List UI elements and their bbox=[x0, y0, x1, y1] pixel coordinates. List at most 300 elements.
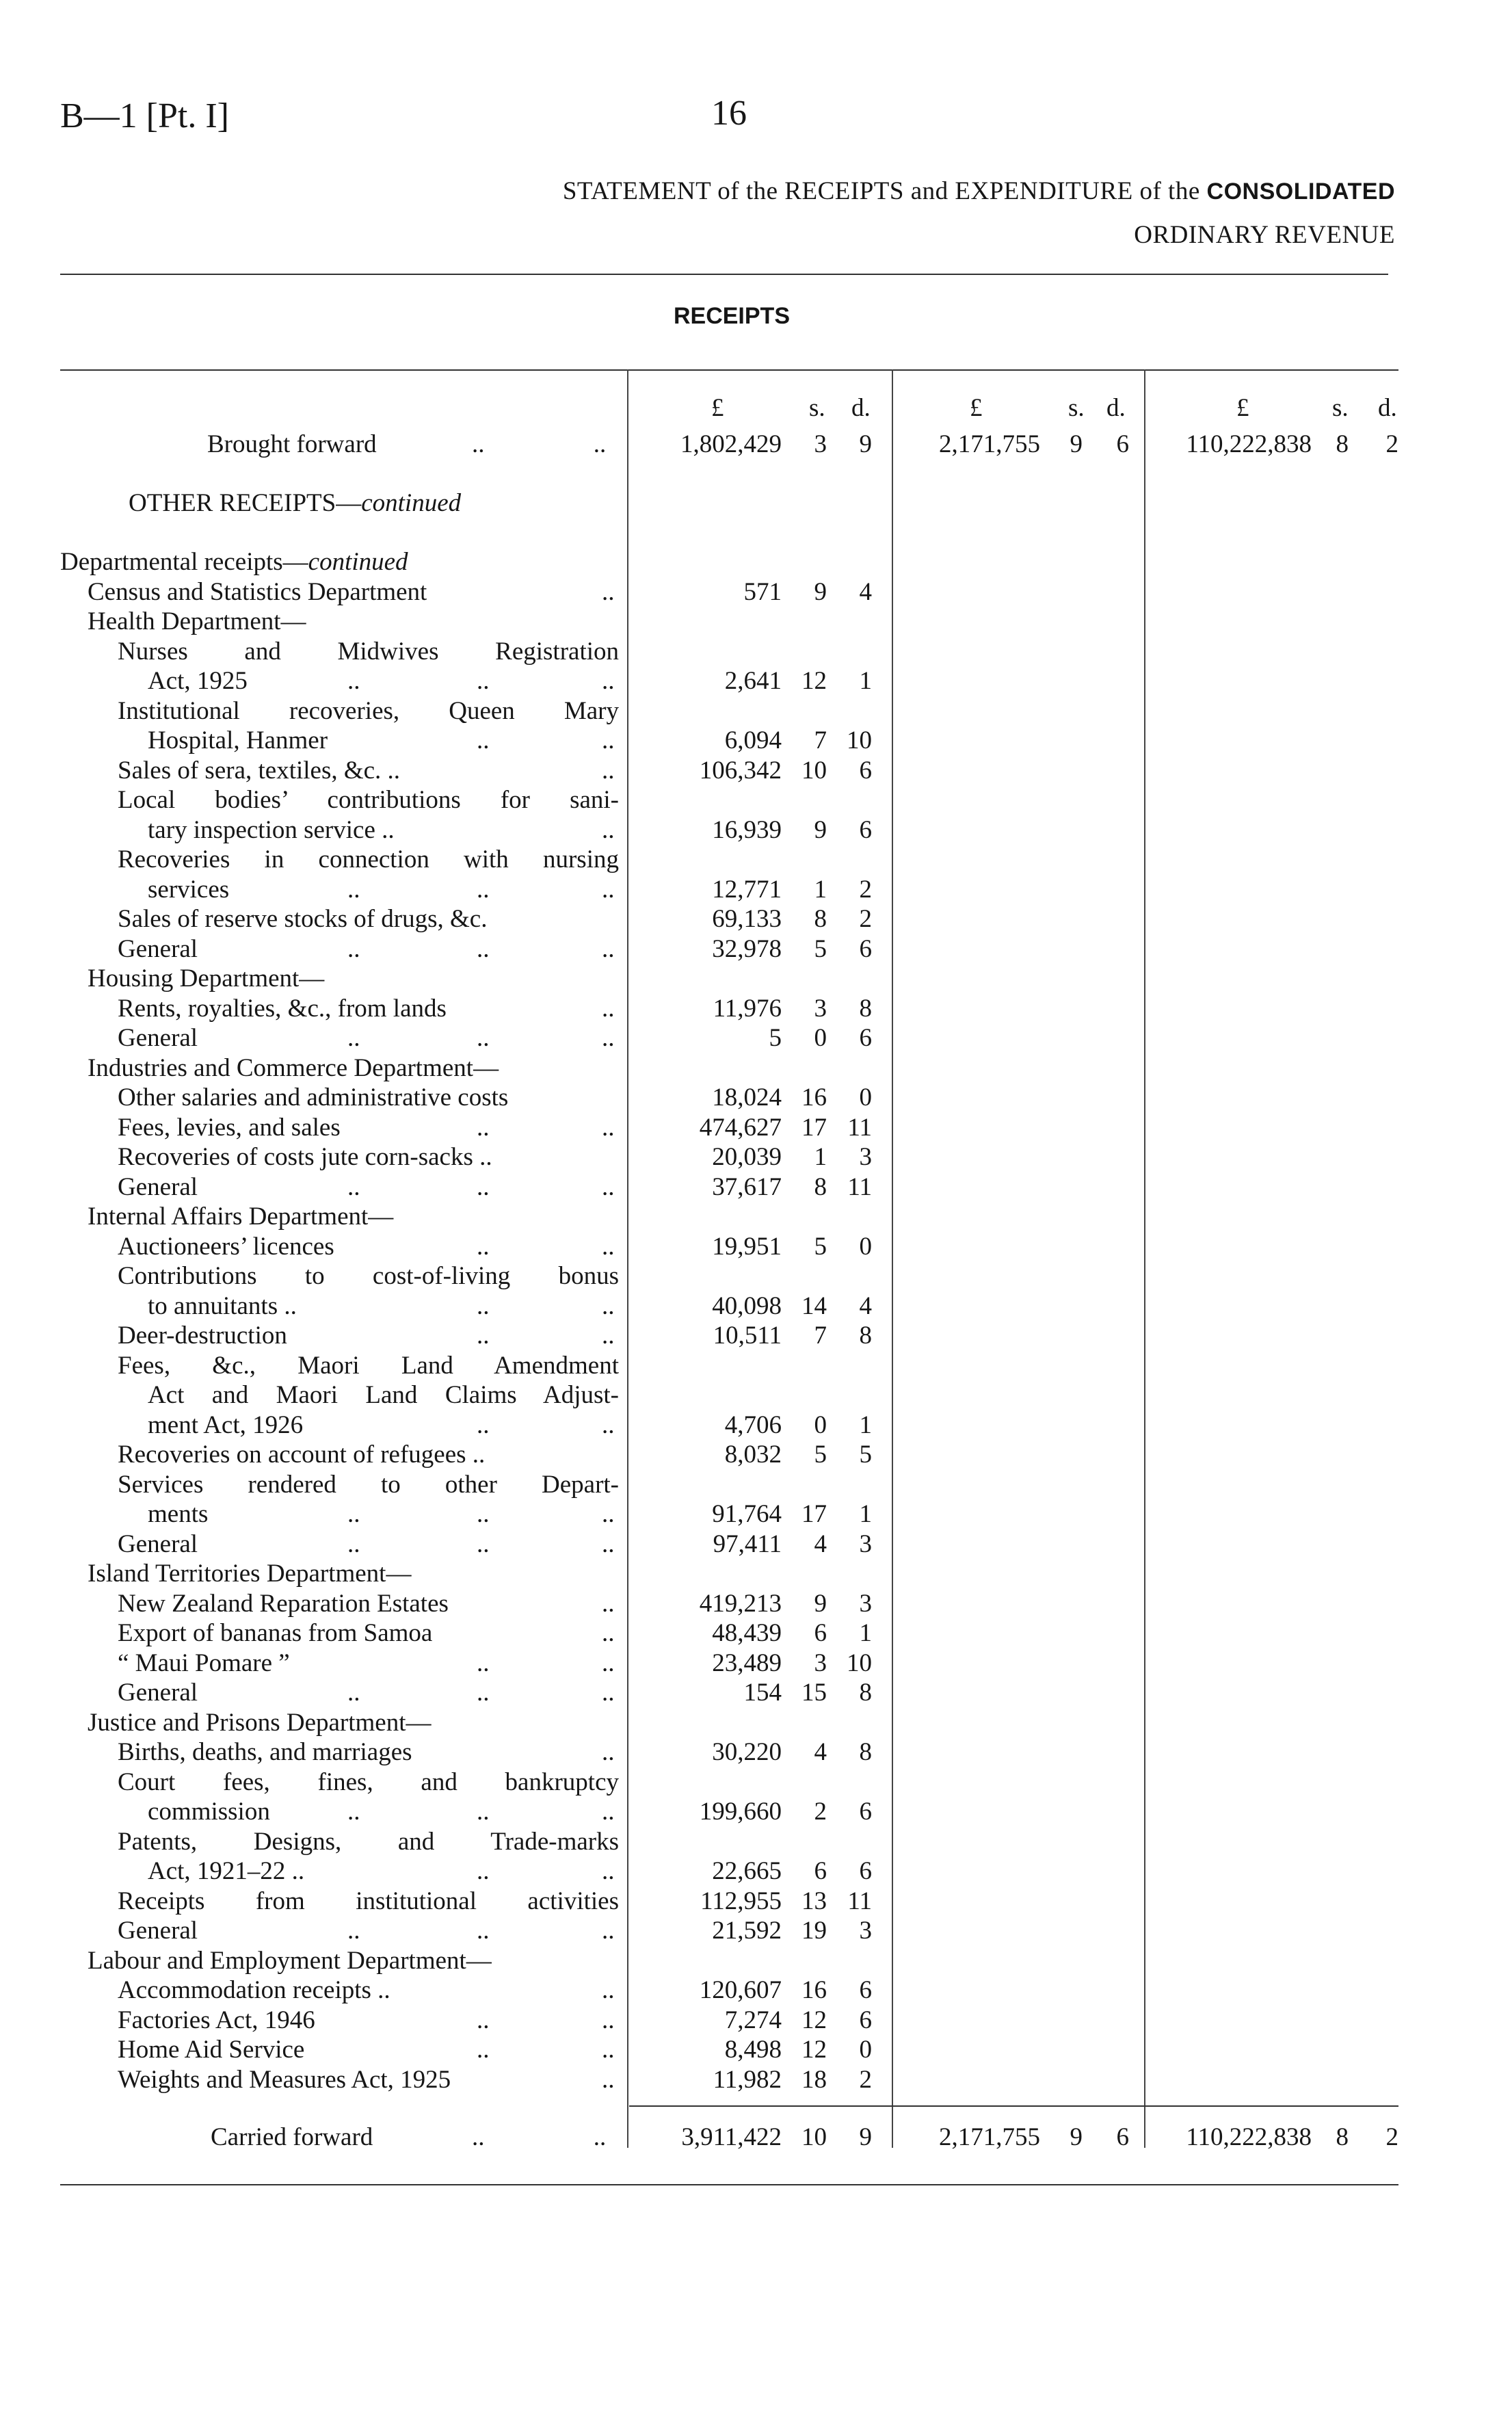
amount-pence: 9 bbox=[859, 430, 872, 458]
other-receipts-label: OTHER RECEIPTS— bbox=[129, 489, 362, 517]
amount-shillings: 17 bbox=[801, 1113, 827, 1142]
leader-dots: .. bbox=[477, 1232, 490, 1261]
amount-pounds: 40,098 bbox=[712, 1291, 782, 1320]
amount-shillings: 5 bbox=[814, 1441, 827, 1469]
row-label bbox=[118, 934, 198, 964]
page-number: 16 bbox=[711, 94, 747, 133]
amount-pounds: 69,133 bbox=[712, 905, 782, 933]
row-label-text: Act, 1921–22 .. bbox=[148, 1857, 305, 1885]
amount-pounds: 112,955 bbox=[700, 1887, 782, 1915]
row-label bbox=[118, 1678, 198, 1708]
amount-pounds: 12,771 bbox=[712, 875, 782, 904]
leader-dots: .. bbox=[477, 1322, 490, 1350]
amount-pence: 2 bbox=[859, 2065, 872, 2094]
amount-pounds: 4,706 bbox=[724, 1410, 782, 1439]
amount-shillings: 7 bbox=[814, 1322, 827, 1350]
leader-dots: .. bbox=[602, 1113, 615, 1142]
row-label-text: to annuitants .. bbox=[148, 1291, 297, 1320]
column-divider bbox=[1144, 369, 1145, 2148]
amount-shillings: 18 bbox=[801, 2065, 827, 2094]
amount-shillings: 4 bbox=[814, 1738, 827, 1766]
row-label bbox=[148, 1856, 304, 1887]
amount-pounds: 419,213 bbox=[699, 1589, 782, 1618]
leader-dots: .. bbox=[477, 1648, 490, 1677]
row-label-text: Rents, royalties, &c., from lands bbox=[118, 994, 447, 1023]
amount-pounds: 16,939 bbox=[712, 815, 782, 844]
row-label-text: Factories Act, 1946 bbox=[118, 2006, 315, 2034]
amount-shillings: 16 bbox=[801, 1976, 827, 2004]
other-receipts-heading bbox=[129, 488, 461, 518]
subtotal-rule bbox=[629, 2105, 1398, 2107]
leader-dots: .. bbox=[602, 1024, 615, 1052]
col1-pence-header: d. bbox=[851, 394, 871, 422]
amount-pence: 1 bbox=[859, 1500, 872, 1528]
amount-shillings: 10 bbox=[801, 2123, 827, 2151]
row-label bbox=[118, 1172, 198, 1203]
table-top-rule bbox=[60, 369, 1398, 371]
leader-dots: .. bbox=[477, 875, 490, 904]
row-label bbox=[118, 2035, 304, 2065]
leader-dots: .. bbox=[602, 1322, 615, 1350]
leader-dots: .. bbox=[477, 667, 490, 695]
amount-shillings: 9 bbox=[1070, 2123, 1083, 2151]
row-label-text: ment Act, 1926 bbox=[148, 1410, 304, 1439]
leader-dots: .. bbox=[477, 1113, 490, 1142]
row-label bbox=[118, 1827, 619, 1857]
row-label bbox=[118, 994, 447, 1024]
row-label-text: Local bodies’ contributions for sani- bbox=[118, 786, 619, 814]
amount-pence: 4 bbox=[859, 1291, 872, 1320]
amount-pounds: 110,222,838 bbox=[1186, 430, 1312, 458]
amount-pence: 11 bbox=[847, 1172, 872, 1201]
column-divider bbox=[627, 369, 628, 2148]
leader-dots: .. bbox=[602, 1291, 615, 1320]
leader-dots: .. bbox=[477, 1024, 490, 1052]
row-label bbox=[148, 815, 395, 845]
leader-dots: .. bbox=[477, 1679, 490, 1707]
row-label-text: Weights and Measures Act, 1925 bbox=[118, 2065, 451, 2094]
row-label bbox=[118, 1023, 198, 1053]
amount-pence: 10 bbox=[847, 726, 872, 754]
row-label bbox=[118, 1767, 619, 1798]
row-label bbox=[148, 1291, 297, 1322]
amount-pence: 2 bbox=[1385, 430, 1398, 458]
col2-pence-header: d. bbox=[1106, 394, 1126, 422]
amount-pounds: 2,171,755 bbox=[939, 430, 1040, 458]
row-label bbox=[118, 1261, 619, 1291]
row-label-text: General bbox=[118, 1917, 198, 1945]
row-label bbox=[88, 1708, 432, 1738]
amount-pounds: 8,498 bbox=[724, 2036, 782, 2064]
row-label-text: Fees, levies, and sales bbox=[118, 1113, 341, 1142]
row-label bbox=[148, 1797, 270, 1827]
row-label-text: “ Maui Pomare ” bbox=[118, 1648, 290, 1677]
leader-dots: .. bbox=[602, 1648, 615, 1677]
leader-dots: .. bbox=[347, 1172, 360, 1201]
amount-pounds: 11,982 bbox=[713, 2065, 782, 2094]
amount-pounds: 32,978 bbox=[712, 934, 782, 963]
row-label bbox=[148, 726, 328, 756]
amount-shillings: 1 bbox=[814, 875, 827, 904]
row-label bbox=[88, 1053, 499, 1083]
amount-shillings: 12 bbox=[801, 2006, 827, 2034]
amount-pence: 0 bbox=[859, 1083, 872, 1112]
leader-dots: .. bbox=[602, 577, 615, 606]
leader-dots: .. bbox=[477, 1172, 490, 1201]
amount-pence: 8 bbox=[859, 994, 872, 1023]
leader-dots: .. bbox=[347, 1024, 360, 1052]
row-label-text: Internal Affairs Department— bbox=[88, 1203, 394, 1231]
leader-dots: .. bbox=[602, 2006, 615, 2034]
leader-dots: .. bbox=[477, 1500, 490, 1528]
row-label-text: services bbox=[148, 875, 230, 904]
amount-shillings: 13 bbox=[801, 1887, 827, 1915]
row-label bbox=[88, 1202, 393, 1232]
amount-pounds: 11,976 bbox=[713, 994, 782, 1023]
row-label bbox=[118, 637, 619, 667]
amount-shillings: 6 bbox=[814, 1619, 827, 1647]
row-label-text: Industries and Commerce Department— bbox=[88, 1053, 499, 1082]
row-label-italic: continued bbox=[308, 548, 408, 576]
amount-pounds: 20,039 bbox=[712, 1143, 782, 1171]
amount-pence: 11 bbox=[847, 1887, 872, 1915]
amount-pence: 3 bbox=[859, 1589, 872, 1618]
amount-pence: 1 bbox=[859, 1619, 872, 1647]
leader-dots: .. bbox=[602, 1589, 615, 1618]
row-label bbox=[148, 1410, 303, 1441]
leader-dots: .. bbox=[477, 1529, 490, 1558]
leader-dots: .. .. bbox=[472, 2123, 607, 2151]
row-label bbox=[118, 756, 400, 786]
row-label bbox=[118, 845, 619, 875]
amount-pence: 6 bbox=[859, 756, 872, 785]
amount-shillings: 8 bbox=[1336, 430, 1349, 458]
row-label bbox=[118, 1737, 412, 1767]
row-label-text: Home Aid Service bbox=[118, 2036, 305, 2064]
amount-pounds: 6,094 bbox=[724, 726, 782, 754]
amount-pounds: 10,511 bbox=[713, 1322, 782, 1350]
row-label-text: Institutional recoveries, Queen Mary bbox=[118, 696, 619, 725]
amount-shillings: 10 bbox=[801, 756, 827, 785]
amount-pence: 6 bbox=[859, 934, 872, 963]
leader-dots: .. bbox=[477, 2036, 490, 2064]
row-label bbox=[118, 785, 619, 815]
row-label bbox=[118, 1975, 390, 2006]
row-label bbox=[118, 1440, 485, 1470]
amount-pounds: 110,222,838 bbox=[1186, 2123, 1312, 2151]
row-label-text: Island Territories Department— bbox=[88, 1560, 412, 1588]
row-label bbox=[118, 1470, 619, 1500]
leader-dots: .. bbox=[602, 1798, 615, 1826]
amount-pounds: 97,411 bbox=[713, 1529, 782, 1558]
amount-pounds: 37,617 bbox=[712, 1172, 782, 1201]
section-heading: RECEIPTS bbox=[673, 303, 791, 329]
amount-pence: 9 bbox=[859, 2123, 872, 2151]
amount-pounds: 18,024 bbox=[712, 1083, 782, 1112]
amount-pence: 6 bbox=[859, 2006, 872, 2034]
leader-dots: .. bbox=[602, 667, 615, 695]
amount-shillings: 6 bbox=[814, 1857, 827, 1885]
amount-pounds: 5 bbox=[769, 1024, 782, 1052]
leader-dots: .. bbox=[602, 1500, 615, 1528]
leader-dots: .. bbox=[347, 1529, 360, 1558]
leader-dots: .. bbox=[477, 1917, 490, 1945]
row-label-text: General bbox=[118, 1172, 198, 1201]
brought-forward-label: Brought forward bbox=[207, 430, 377, 458]
amount-pence: 6 bbox=[859, 1976, 872, 2004]
leader-dots: .. bbox=[602, 815, 615, 844]
leader-dots: .. bbox=[602, 1917, 615, 1945]
leader-dots: .. bbox=[602, 2036, 615, 2064]
row-label bbox=[118, 1529, 198, 1560]
amount-pence: 10 bbox=[847, 1648, 872, 1677]
column-divider bbox=[892, 369, 893, 2148]
row-label-text: General bbox=[118, 934, 198, 963]
row-label-text: Housing Department— bbox=[88, 964, 325, 993]
amount-shillings: 3 bbox=[814, 430, 827, 458]
leader-dots: .. bbox=[477, 934, 490, 963]
row-label-text: Labour and Employment Department— bbox=[88, 1946, 492, 1975]
divider bbox=[60, 274, 1388, 275]
amount-pounds: 22,665 bbox=[712, 1857, 782, 1885]
row-label-text: Act and Maori Land Claims Adjust- bbox=[148, 1381, 619, 1409]
amount-pence: 6 bbox=[1116, 2123, 1129, 2151]
row-label bbox=[118, 1083, 508, 1113]
amount-shillings: 7 bbox=[814, 726, 827, 754]
amount-pounds: 2,171,755 bbox=[939, 2123, 1040, 2151]
row-label-text: Justice and Prisons Department— bbox=[88, 1708, 432, 1737]
leader-dots: .. bbox=[347, 934, 360, 963]
row-label-text: Deer-destruction bbox=[118, 1322, 287, 1350]
leader-dots: .. bbox=[477, 1798, 490, 1826]
amount-pence: 11 bbox=[847, 1113, 872, 1142]
amount-shillings: 2 bbox=[814, 1798, 827, 1826]
leader-dots: .. bbox=[477, 2006, 490, 2034]
row-label bbox=[88, 1559, 411, 1589]
statement-title-line2: ORDINARY REVENUE bbox=[1134, 221, 1395, 249]
row-label-text: Departmental receipts— bbox=[60, 548, 308, 576]
leader-dots: .. bbox=[477, 1410, 490, 1439]
row-label-text: commission bbox=[148, 1798, 270, 1826]
amount-pence: 6 bbox=[859, 1024, 872, 1052]
row-label bbox=[118, 1321, 287, 1351]
amount-pence: 6 bbox=[859, 815, 872, 844]
col3-pound-header: £ bbox=[1236, 394, 1249, 422]
leader-dots: .. bbox=[602, 1529, 615, 1558]
leader-dots: .. bbox=[602, 1172, 615, 1201]
amount-pence: 6 bbox=[859, 1857, 872, 1885]
amount-shillings: 15 bbox=[801, 1679, 827, 1707]
other-receipts-continued: continued bbox=[361, 489, 462, 517]
amount-shillings: 0 bbox=[814, 1024, 827, 1052]
col1-pound-header: £ bbox=[711, 394, 724, 422]
row-label-text: General bbox=[118, 1024, 198, 1052]
row-label bbox=[118, 1648, 290, 1679]
leader-dots: .. .. bbox=[472, 430, 607, 458]
amount-pounds: 3,911,422 bbox=[681, 2123, 782, 2151]
amount-pounds: 23,489 bbox=[712, 1648, 782, 1677]
amount-shillings: 3 bbox=[814, 994, 827, 1023]
amount-pence: 8 bbox=[859, 1738, 872, 1766]
amount-pounds: 474,627 bbox=[699, 1113, 782, 1142]
col3-pence-header: d. bbox=[1378, 394, 1397, 422]
amount-shillings: 0 bbox=[814, 1410, 827, 1439]
row-label-text: Act, 1925 bbox=[148, 667, 248, 695]
col2-pound-header: £ bbox=[970, 394, 983, 422]
amount-shillings: 12 bbox=[801, 667, 827, 695]
leader-dots: .. bbox=[602, 1410, 615, 1439]
amount-pence: 2 bbox=[859, 905, 872, 933]
row-label bbox=[118, 2006, 315, 2036]
row-label bbox=[118, 1232, 334, 1262]
amount-pounds: 21,592 bbox=[712, 1917, 782, 1945]
leader-dots: .. bbox=[347, 875, 360, 904]
row-label-text: Sales of sera, textiles, &c. .. bbox=[118, 756, 401, 785]
row-label bbox=[118, 1887, 619, 1917]
row-label bbox=[148, 875, 229, 905]
amount-shillings: 4 bbox=[814, 1529, 827, 1558]
row-label-text: Export of bananas from Samoa bbox=[118, 1619, 433, 1647]
leader-dots: .. bbox=[602, 1738, 615, 1766]
row-label bbox=[148, 1499, 208, 1529]
row-label bbox=[118, 1916, 198, 1946]
row-label bbox=[118, 696, 619, 726]
leader-dots: .. bbox=[602, 934, 615, 963]
amount-pence: 1 bbox=[859, 1410, 872, 1439]
title-bold: CONSOLIDATED bbox=[1206, 179, 1395, 205]
amount-shillings: 19 bbox=[801, 1917, 827, 1945]
amount-pence: 2 bbox=[859, 875, 872, 904]
amount-pounds: 2,641 bbox=[724, 667, 782, 695]
amount-shillings: 5 bbox=[814, 1232, 827, 1261]
amount-pence: 4 bbox=[859, 577, 872, 606]
leader-dots: .. bbox=[347, 1917, 360, 1945]
row-label-text: Court fees, fines, and bankruptcy bbox=[118, 1767, 619, 1796]
amount-pence: 2 bbox=[1385, 2123, 1398, 2151]
leader-dots: .. bbox=[602, 994, 615, 1023]
row-label bbox=[88, 607, 306, 637]
amount-shillings: 5 bbox=[814, 934, 827, 963]
amount-pence: 8 bbox=[859, 1322, 872, 1350]
row-label bbox=[148, 1380, 619, 1410]
col1-shilling-header: s. bbox=[809, 394, 825, 422]
amount-pence: 3 bbox=[859, 1143, 872, 1171]
amount-pence: 6 bbox=[1116, 430, 1129, 458]
row-label-text: Auctioneers’ licences bbox=[118, 1232, 334, 1261]
leader-dots: .. bbox=[602, 1619, 615, 1647]
amount-shillings: 16 bbox=[801, 1083, 827, 1112]
row-label-text: Health Department— bbox=[88, 607, 306, 635]
leader-dots: .. bbox=[602, 2065, 615, 2094]
amount-pounds: 91,764 bbox=[712, 1500, 782, 1528]
amount-shillings: 9 bbox=[814, 815, 827, 844]
amount-pounds: 120,607 bbox=[699, 1976, 782, 2004]
amount-shillings: 8 bbox=[814, 905, 827, 933]
row-label-text: Births, deaths, and marriages bbox=[118, 1738, 412, 1766]
amount-pounds: 7,274 bbox=[724, 2006, 782, 2034]
row-label-text: New Zealand Reparation Estates bbox=[118, 1589, 449, 1618]
amount-shillings: 1 bbox=[814, 1143, 827, 1171]
table-bottom-rule bbox=[60, 2184, 1398, 2185]
amount-pence: 6 bbox=[859, 1798, 872, 1826]
row-label bbox=[118, 904, 487, 934]
row-label-text: Recoveries in connection with nursing bbox=[118, 845, 619, 873]
amount-pounds: 1,802,429 bbox=[680, 430, 782, 458]
leader-dots: .. bbox=[347, 667, 360, 695]
title-prefix: STATEMENT of the RECEIPTS and EXPENDITURE of the bbox=[562, 177, 1200, 205]
amount-pence: 1 bbox=[859, 667, 872, 695]
leader-dots: .. bbox=[602, 1976, 615, 2004]
leader-dots: .. bbox=[477, 1291, 490, 1320]
row-label bbox=[88, 964, 324, 994]
leader-dots: .. bbox=[602, 756, 615, 785]
row-label bbox=[88, 577, 427, 607]
amount-pence: 5 bbox=[859, 1441, 872, 1469]
col3-shilling-header: s. bbox=[1332, 394, 1349, 422]
leader-dots: .. bbox=[347, 1679, 360, 1707]
amount-pounds: 8,032 bbox=[724, 1441, 782, 1469]
amount-shillings: 8 bbox=[1336, 2123, 1349, 2151]
statement-title bbox=[563, 176, 1395, 207]
row-label bbox=[118, 1618, 432, 1648]
amount-shillings: 9 bbox=[814, 1589, 827, 1618]
amount-pounds: 571 bbox=[743, 577, 782, 606]
leader-dots: .. bbox=[602, 726, 615, 754]
row-label bbox=[118, 1113, 341, 1143]
leader-dots: .. bbox=[602, 1679, 615, 1707]
leader-dots: .. bbox=[602, 1232, 615, 1261]
row-label-text: Recoveries on account of refugees .. bbox=[118, 1441, 486, 1469]
row-label bbox=[88, 1946, 492, 1976]
leader-dots: .. bbox=[602, 1857, 615, 1885]
row-label bbox=[118, 2065, 451, 2095]
amount-shillings: 8 bbox=[814, 1172, 827, 1201]
row-label-text: Patents, Designs, and Trade-marks bbox=[118, 1827, 619, 1856]
document-reference: B—1 [Pt. I] bbox=[60, 96, 229, 135]
row-label bbox=[148, 666, 248, 696]
amount-pence: 0 bbox=[859, 2036, 872, 2064]
amount-pounds: 48,439 bbox=[712, 1619, 782, 1647]
row-label-text: tary inspection service .. bbox=[148, 815, 395, 844]
amount-shillings: 9 bbox=[1070, 430, 1083, 458]
amount-shillings: 9 bbox=[814, 577, 827, 606]
row-label bbox=[118, 1351, 619, 1381]
row-label bbox=[118, 1142, 492, 1172]
leader-dots: .. bbox=[477, 1857, 490, 1885]
amount-shillings: 17 bbox=[801, 1500, 827, 1528]
amount-pounds: 154 bbox=[743, 1679, 782, 1707]
row-label-text: Sales of reserve stocks of drugs, &c. bbox=[118, 905, 488, 933]
leader-dots: .. bbox=[602, 875, 615, 904]
row-label-text: Fees, &c., Maori Land Amendment bbox=[118, 1351, 619, 1380]
amount-pence: 0 bbox=[859, 1232, 872, 1261]
row-label-text: Contributions to cost-of-living bonus bbox=[118, 1262, 619, 1290]
row-label-text: Census and Statistics Department bbox=[88, 577, 427, 606]
row-label-text: General bbox=[118, 1679, 198, 1707]
row-label bbox=[118, 1589, 449, 1619]
row-label-text: Accommodation receipts .. bbox=[118, 1976, 390, 2004]
amount-pounds: 199,660 bbox=[699, 1798, 782, 1826]
row-label-text: General bbox=[118, 1529, 198, 1558]
row-label-text: ments bbox=[148, 1500, 209, 1528]
leader-dots: .. bbox=[347, 1798, 360, 1826]
amount-pounds: 106,342 bbox=[699, 756, 782, 785]
amount-pence: 3 bbox=[859, 1529, 872, 1558]
amount-pence: 3 bbox=[859, 1917, 872, 1945]
row-label-text: Hospital, Hanmer bbox=[148, 726, 328, 754]
row-label-text: Receipts from institutional activities bbox=[118, 1887, 619, 1915]
amount-pounds: 19,951 bbox=[712, 1232, 782, 1261]
